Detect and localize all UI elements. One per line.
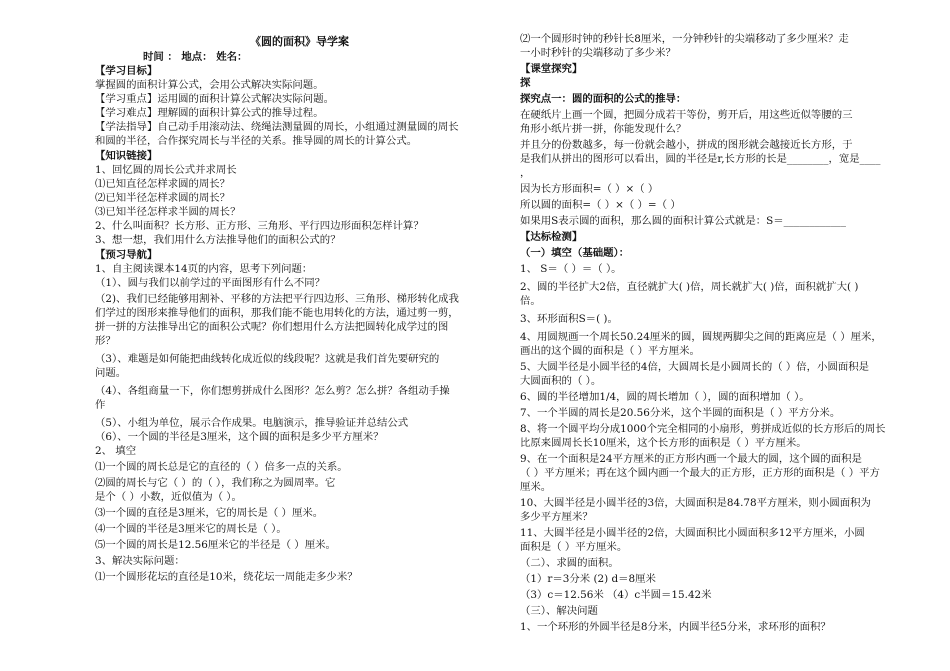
test-item: 7、一个半圆的周长是20.56分米，这个半圆的面积是（ ）平方分米。 xyxy=(520,407,841,419)
test-item: 面积是（ ）平方厘米。 xyxy=(520,541,628,553)
explore-text: 是我们从拼出的图形可以看出，圆的半径是r,长方形的长是________，宽是____ xyxy=(520,153,881,165)
knowledge-item: ⑵已知半径怎样求圆的周长？ xyxy=(95,192,231,204)
explore-text: 角形小纸片拼一拼，你能发现什么？ xyxy=(520,123,687,135)
preview-item: （4）、各组商量一下，你们想剪拼成什么图形？怎么剪？怎么拼？各组动手操 xyxy=(95,385,450,397)
solve-item: ⑴一个圆形花坛的直径是10米，绕花坛一周能走多少米？ xyxy=(95,571,358,583)
test-item: 5、大圆半径是小圆半径的4倍，大圆周长是小圆周长的（ ）倍，小圆面积是 xyxy=(520,361,870,373)
test-item: （ ）平方厘米；再在这个圆内画一个最大的正方形，正方形的面积是（ ）平方 xyxy=(520,467,880,479)
fill-item: 是个（ ）小数，近似值为（ ）。 xyxy=(95,491,242,503)
test-item: 比原来圆周长长10厘米，这个长方形的面积是（ ）平方厘米。 xyxy=(520,437,807,449)
explore-text: 如果用S表示圆的面积，那么圆的面积计算公式就是：S＝____________ xyxy=(520,215,846,227)
test-item: 大圆面积的（ ）。 xyxy=(520,375,602,387)
preview-item: 作 xyxy=(95,399,106,411)
fill-item: ⑸一个圆的周长是12.56厘米它的半径是（ ）厘米。 xyxy=(95,539,336,551)
objectives-heading: 【学习目标】 xyxy=(95,65,158,77)
meta-line: 时间 ： 地点： 姓名： xyxy=(143,51,248,63)
solve-item: 一小时秒针的尖端移动了多少米？ xyxy=(520,47,676,59)
preview-item: （2)、我们已经能够用割补、平移的方法把平行四边形、三角形、梯形转化成我 xyxy=(95,293,459,305)
test-item: 10、大圆半径是小圆半径的3倍，大圆面积是84.78平方厘米，则小圆面积为 xyxy=(520,497,871,509)
knowledge-heading: 【知识链接】 xyxy=(95,150,158,162)
knowledge-item: 2、什么叫面积？长方形、正方形、三角形、平行四边形面积怎样计算？ xyxy=(95,220,424,232)
preview-item: （6）、一个圆的半径是3厘米，这个圆的面积是多少平方厘米？ xyxy=(95,431,384,443)
fill-item: ⑴一个圆的周长总是它的直径的（ ）倍多一点的关系。 xyxy=(95,461,348,473)
preview-item: 1、自主阅读课本14页的内容，思考下列问题： xyxy=(95,263,313,275)
preview-item: 2、 填空 xyxy=(95,445,137,457)
method-text: 和圆的半径，合作探究周长与半径的关系。推导圆的周长的计算公式。 xyxy=(95,135,418,147)
knowledge-item: ⑴已知直径怎样求圆的周长？ xyxy=(95,178,231,190)
knowledge-item: 3、想一想，我们用什么方法推导他们的面积公式的？ xyxy=(95,234,341,246)
test-item: 8、将一个圆平均分成1000个完全相同的小扇形，剪拼成近似的长方形后的周长 xyxy=(520,423,886,435)
explore-label: 探 xyxy=(520,77,531,89)
preview-item: （1）、圆与我们以前学过的平面图形有什么不同？ xyxy=(95,277,326,289)
fill-item: ⑷一个圆的半径是3厘米它的周长是（ ）。 xyxy=(95,523,287,535)
explore-text: 在硬纸片上画一个圆，把圆分成若干等份，剪开后，用这些近似等腰的三 xyxy=(520,109,853,121)
solve-item: ⑵一个圆形时钟的秒针长8厘米，一分钟秒针的尖端移动了多少厘米？走 xyxy=(520,33,849,45)
test-item: 画出的这个圆的面积是（ ）平方厘米。 xyxy=(520,345,700,357)
test-section: （二）、求圆的面积。 xyxy=(520,557,619,569)
test-item: 4、用圆规画一个周长50.24厘米的圆，圆规两脚尖之间的距离应是（ ）厘米， xyxy=(520,331,882,343)
test-section: （三）、解决问题 xyxy=(520,605,598,617)
difficulty-text: 【学习难点】理解圆的面积计算公式的推导过程。 xyxy=(95,107,324,119)
focus-text: 【学习重点】运用圆的面积计算公式解决实际问题。 xyxy=(95,93,334,105)
solve-heading: 3、解决实际问题： xyxy=(95,555,185,567)
preview-item: 问题。 xyxy=(95,367,127,379)
test-item: 3、环形面积S＝( )。 xyxy=(520,313,618,325)
test-item: 多少平方厘米？ xyxy=(520,511,593,523)
explore-text: 因为长方形面积=（ ）×（ ） xyxy=(520,183,659,195)
explore-point: 探究点一：圆的面积的公式的推导： xyxy=(520,93,687,105)
preview-heading: 【预习导航】 xyxy=(95,249,158,261)
explore-text: 并且分的份数越多，每一份就会越小，拼成的图形就会越接近长方形，于 xyxy=(520,139,853,151)
test-item: 2、圆的半径扩大2倍，直径就扩大( )倍，周长就扩大( )倍，面积就扩大( ) xyxy=(520,281,859,293)
knowledge-item: ⑶已知半径怎样求半圆的周长？ xyxy=(95,206,241,218)
page-title: 《圆的面积》导学案 xyxy=(250,35,349,48)
explore-text: ， xyxy=(520,167,531,179)
explore-text: 所以圆的面积=（ ）×（ ）=（ ） xyxy=(520,199,681,211)
test-item: 9、在一个面积是24平方厘米的正方形内画一个最大的圆，这个圆的面积是 xyxy=(520,453,862,465)
test-item: 1、一个环形的外圆半径是8分米，内圆半径5分米，求环形的面积？ xyxy=(520,621,831,633)
test-item: （3）c＝12.56米 （4）c半圆＝15.42米 xyxy=(520,589,712,601)
preview-item: 拼一拼的方法推导出它的面积公式呢？你们想用什么方法把圆转化成学过的图 xyxy=(95,321,449,333)
method-text: 【学法指导】自己动手用滚动法、绕绳法测量圆的周长，小组通过测量圆的周长 xyxy=(95,121,459,133)
class-heading: 【课堂探究】 xyxy=(520,63,583,75)
test-item: 6、圆的半径增加1/4，圆的周长增加（ ），圆的面积增加（ ）。 xyxy=(520,391,810,403)
objectives-text: 掌握圆的面积计算公式，会用公式解决实际问题。 xyxy=(95,79,324,91)
test-section: （一）填空（基础题）： xyxy=(520,247,630,259)
preview-item: （5）、小组为单位，展示合作成果。电脑演示，推导验证并总结公式 xyxy=(95,417,409,429)
test-item: 1、 S＝（ ）＝（ ）。 xyxy=(520,263,622,275)
test-item: 倍。 xyxy=(520,295,541,307)
test-heading: 【达标检测】 xyxy=(520,231,583,243)
test-item: （1）r＝3分米 (2) d＝8厘米 xyxy=(520,573,656,585)
preview-item: （3）、难题是如何能把曲线转化成近似的线段呢？这就是我们首先要研究的 xyxy=(95,353,440,365)
preview-item: 形？ xyxy=(95,335,116,347)
knowledge-item: 1、回忆圆的周长公式并求周长 xyxy=(95,164,237,176)
test-item: 11、大圆半径是小圆半径的2倍，大圆面积比小圆面积多12平方厘米，小圆 xyxy=(520,527,865,539)
fill-item: ⑵圆的周长与它（ ）的（ ），我们称之为圆周率。它 xyxy=(95,477,336,489)
test-item: 厘米。 xyxy=(520,481,552,493)
fill-item: ⑶一个圆的直径是3厘米，它的周长是（ ）厘米。 xyxy=(95,507,324,519)
preview-item: 们学过的图形来推导他们的面积，那我们能不能也用转化的方法，通过剪一剪， xyxy=(95,307,459,319)
